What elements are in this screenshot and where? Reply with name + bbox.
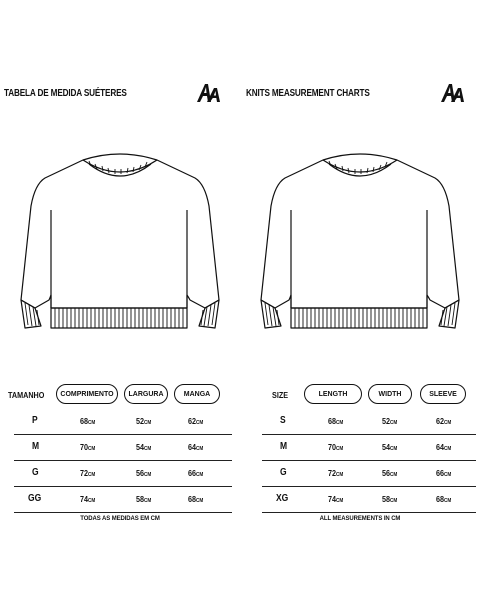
table-row: [14, 408, 232, 435]
size-column-header: SIZE: [272, 390, 289, 400]
width-value: 58CM: [136, 494, 152, 504]
aa-logo-icon: [196, 82, 222, 104]
table-row: [262, 408, 476, 435]
size-label: G: [280, 467, 287, 478]
length-value: 74CM: [328, 494, 344, 504]
length-value: 70CM: [80, 442, 96, 452]
table-row: [262, 460, 476, 487]
size-label: GG: [28, 493, 42, 504]
length-value: 72CM: [80, 468, 96, 478]
width-value: 58CM: [382, 494, 398, 504]
sweater-illustration: [5, 150, 235, 335]
size-label: M: [32, 441, 40, 452]
table-header: [0, 382, 240, 410]
table-header: [240, 382, 480, 410]
sleeve-value: 62CM: [436, 416, 452, 426]
length-value: 72CM: [328, 468, 344, 478]
sleeve-value: 66CM: [436, 468, 452, 478]
width-value: 56CM: [136, 468, 152, 478]
table-row: [262, 434, 476, 461]
sleeve-value: 64CM: [188, 442, 204, 452]
size-label: M: [280, 441, 288, 452]
width-value: 54CM: [136, 442, 152, 452]
size-table-pt: [0, 382, 240, 504]
size-column-header: TAMANHO: [8, 390, 45, 400]
width-value: 56CM: [382, 468, 398, 478]
size-table-en: [240, 382, 480, 504]
length-value: 68CM: [80, 416, 96, 426]
length-value: 70CM: [328, 442, 344, 452]
aa-logo-icon: [440, 82, 466, 104]
page-title: KNITS MEASUREMENT CHARTS: [246, 88, 370, 99]
column-header-sleeve: MANGA: [174, 384, 220, 404]
column-header-length: LENGTH: [304, 384, 362, 404]
panel-english: [240, 0, 480, 600]
size-label: S: [280, 415, 286, 426]
column-header-length: COMPRIMENTO: [56, 384, 118, 404]
measurement-note: ALL MEASUREMENTS IN CM: [319, 516, 401, 522]
size-label: XG: [276, 493, 289, 504]
table-row: [14, 434, 232, 461]
sleeve-value: 68CM: [188, 494, 204, 504]
page-title: TABELA DE MEDIDA SUÉTERES: [4, 88, 127, 99]
size-label: G: [32, 467, 39, 478]
measurement-note: TODAS AS MEDIDAS EM CM: [80, 516, 160, 522]
length-value: 74CM: [80, 494, 96, 504]
sweater-illustration: [245, 150, 475, 335]
column-header-width: LARGURA: [124, 384, 168, 404]
sleeve-value: 62CM: [188, 416, 204, 426]
table-row: [262, 486, 476, 513]
length-value: 68CM: [328, 416, 344, 426]
column-header-width: WIDTH: [368, 384, 412, 404]
column-header-sleeve: SLEEVE: [420, 384, 466, 404]
width-value: 52CM: [382, 416, 398, 426]
sleeve-value: 66CM: [188, 468, 204, 478]
width-value: 54CM: [382, 442, 398, 452]
sleeve-value: 68CM: [436, 494, 452, 504]
size-label: P: [32, 415, 38, 426]
sleeve-value: 64CM: [436, 442, 452, 452]
table-row: [14, 460, 232, 487]
width-value: 52CM: [136, 416, 152, 426]
table-row: [14, 486, 232, 513]
